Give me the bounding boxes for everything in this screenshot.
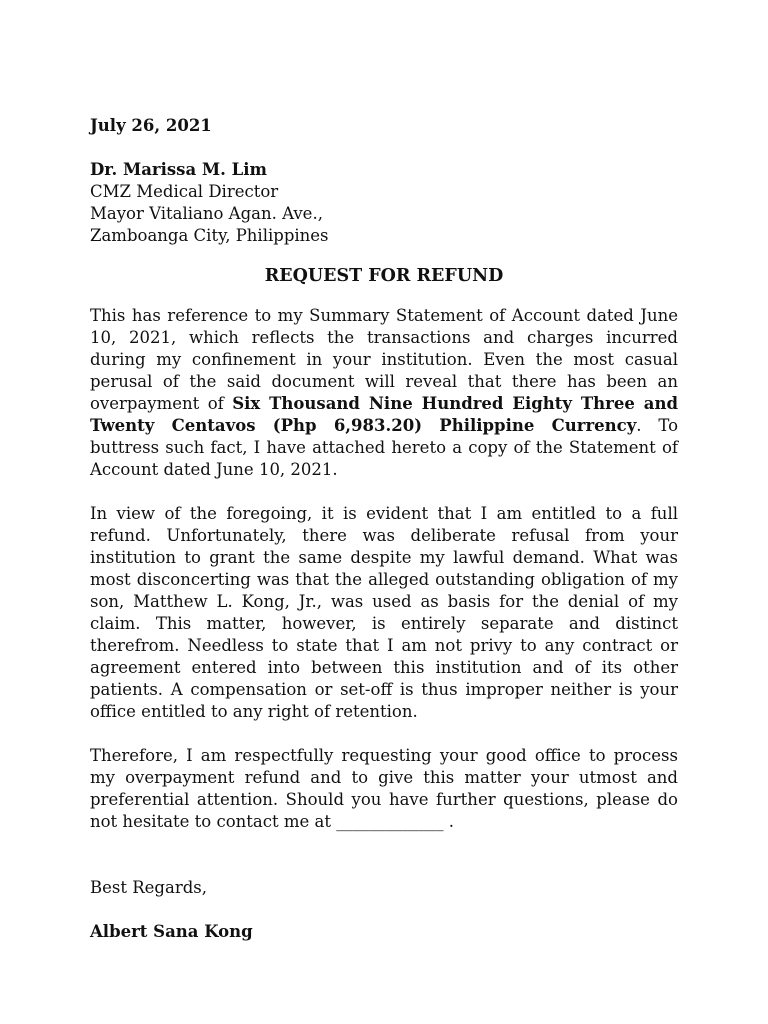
refund-amount: Six Thousand Nine Hundred Eighty Three and Twenty Centavos (Php 6,983.20) Philippine Currency <box>90 394 678 435</box>
closing: Best Regards, <box>90 878 207 897</box>
letter-date: July 26, 2021 <box>90 116 212 135</box>
paragraph-2: In view of the foregoing, it is evident that I am entitled to a full refund. Unfortunately, there was deliberate refusal from your institution to grant the same despite my lawful demand. What was most disconcerting was that the alleged outstanding obligation of my son, Matthew L. Kong, Jr., was used as basis for the denial of my claim. This matter, however, is entirely separate and distinct therefrom. Needless to state that I am not privy to any contract or agreement entered into between this institution and of its other patients. A compensation or set-off is thus improper neither is your office entitled to any right of retention. <box>90 504 678 721</box>
letter-body <box>90 115 678 943</box>
recipient-title: CMZ Medical Director <box>90 182 279 201</box>
letter-subject: REQUEST FOR REFUND <box>264 266 504 286</box>
recipient-block <box>90 159 678 247</box>
paragraph-1-text-a: This has reference to my Summary Statement of Account dated June 10, 2021, which reflects the transactions and charges incurred during my confinement in your institution. Even the most casual perusal of the said document will reveal that there has been an overpayment of <box>90 306 678 413</box>
recipient-name: Dr. Marissa M. Lim <box>90 160 267 179</box>
recipient-street: Mayor Vitaliano Agan. Ave., <box>90 204 323 223</box>
paragraph-3: Therefore, I am respectfully requesting your good office to process my overpayment refund and to give this matter your utmost and preferential attention. Should you have further questions, please do not hesitate to contact me at _____________ . <box>90 746 678 831</box>
recipient-city: Zamboanga City, Philippines <box>90 226 329 245</box>
paragraph-1-text-b: . To buttress such fact, I have attached hereto a copy of the Statement of Account dated June 10, 2021. <box>90 416 678 479</box>
paragraph-1 <box>90 305 678 481</box>
spacer <box>90 855 678 877</box>
signature: Albert Sana Kong <box>90 922 253 941</box>
